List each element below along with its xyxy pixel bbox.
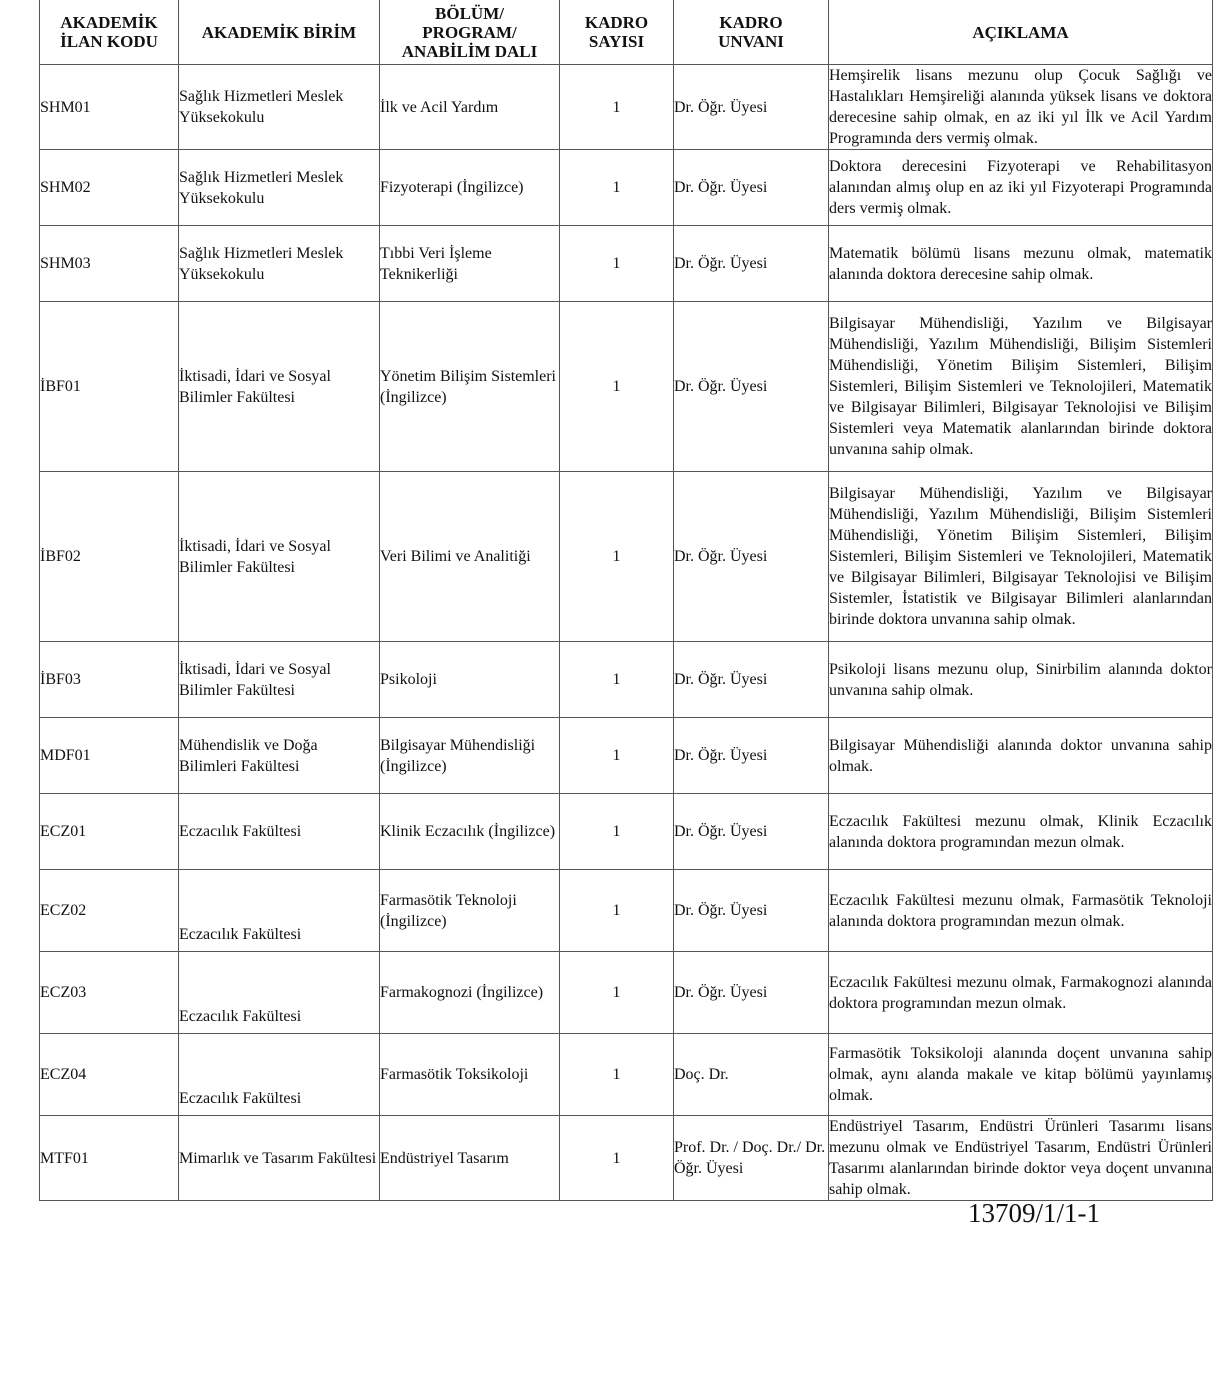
cell-kadro-sayisi: 1 [560, 718, 674, 794]
cell-ilan-kodu: MDF01 [40, 718, 179, 794]
cell-kadro-sayisi: 1 [560, 870, 674, 952]
cell-kadro-unvani: Dr. Öğr. Üyesi [674, 226, 829, 302]
cell-aciklama: Farmasötik Toksikoloji alanında doçent unvanına sahip olmak, aynı alanda makale ve kitap bölümü yayınlamış olmak. [829, 1034, 1213, 1116]
table-row [40, 718, 1213, 794]
cell-kadro-sayisi: 1 [560, 1116, 674, 1201]
table-row [40, 226, 1213, 302]
cell-bolum: Farmasötik Teknoloji (İngilizce) [380, 870, 560, 952]
cell-kadro-unvani: Dr. Öğr. Üyesi [674, 302, 829, 472]
cell-ilan-kodu: ECZ03 [40, 952, 179, 1034]
cell-kadro-unvani: Dr. Öğr. Üyesi [674, 642, 829, 718]
table-row [40, 302, 1213, 472]
cell-kadro-sayisi: 1 [560, 472, 674, 642]
cell-bolum: İlk ve Acil Yardım [380, 65, 560, 150]
cell-aciklama: Bilgisayar Mühendisliği, Yazılım ve Bilgisayar Mühendisliği, Yazılım Mühendisliği, Bilişim Sistemleri Mühendisliği, Yönetim Bilişim Sistemleri, Bilişim Sistemleri, Bilişim Sistemleri ve Teknolojileri, Matematik ve Bilgisayar Bilimleri, Bilgisayar Teknolojisi ve Bilişim Sistemleri veya Matematik alanlarından birinde doktora unvanına sahip olmak. [829, 302, 1213, 472]
table-row [40, 952, 1213, 1034]
cell-akademik-birim: Sağlık Hizmetleri Meslek Yüksekokulu [179, 150, 380, 226]
cell-akademik-birim: Mühendislik ve Doğa Bilimleri Fakültesi [179, 718, 380, 794]
cell-kadro-unvani: Dr. Öğr. Üyesi [674, 718, 829, 794]
cell-akademik-birim: Sağlık Hizmetleri Meslek Yüksekokulu [179, 65, 380, 150]
cell-akademik-birim: Eczacılık Fakültesi [179, 794, 380, 870]
cell-aciklama: Eczacılık Fakültesi mezunu olmak, Klinik Eczacılık alanında doktora programından mezun olmak. [829, 794, 1213, 870]
cell-kadro-unvani: Dr. Öğr. Üyesi [674, 472, 829, 642]
cell-bolum: Tıbbi Veri İşleme Teknikerliği [380, 226, 560, 302]
table-row [40, 642, 1213, 718]
cell-akademik-birim: İktisadi, İdari ve Sosyal Bilimler Fakültesi [179, 472, 380, 642]
table-header-row [40, 0, 1213, 65]
cell-kadro-unvani: Prof. Dr. / Doç. Dr./ Dr. Öğr. Üyesi [674, 1116, 829, 1201]
table-row [40, 472, 1213, 642]
header-bolum: BÖLÜM/ PROGRAM/ ANABİLİM DALI [380, 0, 560, 65]
cell-ilan-kodu: ECZ04 [40, 1034, 179, 1116]
cell-bolum: Farmakognozi (İngilizce) [380, 952, 560, 1034]
cell-akademik-birim: Eczacılık Fakültesi [179, 1034, 380, 1116]
cell-bolum: Yönetim Bilişim Sistemleri (İngilizce) [380, 302, 560, 472]
table-row [40, 150, 1213, 226]
cell-aciklama: Eczacılık Fakültesi mezunu olmak, Farmasötik Teknoloji alanında doktora programından mezun olmak. [829, 870, 1213, 952]
cell-kadro-sayisi: 1 [560, 150, 674, 226]
table-row [40, 870, 1213, 952]
cell-akademik-birim: Eczacılık Fakültesi [179, 870, 380, 952]
cell-bolum: Klinik Eczacılık (İngilizce) [380, 794, 560, 870]
cell-akademik-birim: Sağlık Hizmetleri Meslek Yüksekokulu [179, 226, 380, 302]
cell-kadro-unvani: Dr. Öğr. Üyesi [674, 952, 829, 1034]
header-akademik-birim: AKADEMİK BİRİM [179, 0, 380, 65]
cell-ilan-kodu: SHM02 [40, 150, 179, 226]
cell-aciklama: Bilgisayar Mühendisliği, Yazılım ve Bilgisayar Mühendisliği, Yazılım Mühendisliği, Bilişim Sistemleri Mühendisliği, Yönetim Bilişim Sistemleri, Bilişim Sistemleri, Bilişim Sistemleri ve Teknolojileri, Matematik ve Bilgisayar Bilimleri, Bilgisayar Teknolojisi ve Bilişim Sistemler, İstatistik ve Bilgisayar Bilimleri alanlarından birinde doktora unvanına sahip olmak. [829, 472, 1213, 642]
cell-aciklama: Endüstriyel Tasarım, Endüstri Ürünleri Tasarımı lisans mezunu olmak ve Endüstriyel Tasarım, Endüstri Ürünleri Tasarımı alanlarından birinde doktor veya doçent unvanına sahip olmak. [829, 1116, 1213, 1201]
header-aciklama: AÇIKLAMA [829, 0, 1213, 65]
table-row [40, 65, 1213, 150]
cell-ilan-kodu: MTF01 [40, 1116, 179, 1201]
cell-kadro-unvani: Dr. Öğr. Üyesi [674, 870, 829, 952]
cell-kadro-sayisi: 1 [560, 1034, 674, 1116]
header-ilan-kodu: AKADEMİK İLAN KODU [40, 0, 179, 65]
cell-kadro-unvani: Dr. Öğr. Üyesi [674, 794, 829, 870]
cell-bolum: Bilgisayar Mühendisliği (İngilizce) [380, 718, 560, 794]
cell-kadro-sayisi: 1 [560, 65, 674, 150]
cell-kadro-sayisi: 1 [560, 952, 674, 1034]
cell-aciklama: Matematik bölümü lisans mezunu olmak, matematik alanında doktora derecesine sahip olmak. [829, 226, 1213, 302]
academic-positions-table [39, 0, 1213, 1201]
cell-bolum: Fizyoterapi (İngilizce) [380, 150, 560, 226]
cell-ilan-kodu: ECZ01 [40, 794, 179, 870]
cell-kadro-sayisi: 1 [560, 642, 674, 718]
cell-ilan-kodu: SHM03 [40, 226, 179, 302]
cell-ilan-kodu: İBF02 [40, 472, 179, 642]
cell-akademik-birim: Eczacılık Fakültesi [179, 952, 380, 1034]
header-kadro-unvani: KADRO UNVANI [674, 0, 829, 65]
cell-akademik-birim: İktisadi, İdari ve Sosyal Bilimler Fakültesi [179, 302, 380, 472]
table-row [40, 1034, 1213, 1116]
cell-bolum: Veri Bilimi ve Analitiği [380, 472, 560, 642]
cell-ilan-kodu: İBF01 [40, 302, 179, 472]
cell-akademik-birim: İktisadi, İdari ve Sosyal Bilimler Fakültesi [179, 642, 380, 718]
cell-bolum: Farmasötik Toksikoloji [380, 1034, 560, 1116]
cell-ilan-kodu: ECZ02 [40, 870, 179, 952]
cell-bolum: Psikoloji [380, 642, 560, 718]
cell-kadro-sayisi: 1 [560, 302, 674, 472]
table-row [40, 794, 1213, 870]
cell-kadro-sayisi: 1 [560, 794, 674, 870]
cell-kadro-unvani: Dr. Öğr. Üyesi [674, 65, 829, 150]
cell-aciklama: Hemşirelik lisans mezunu olup Çocuk Sağlığı ve Hastalıkları Hemşireliği alanında yüksek lisans ve doktora derecesine sahip olmak, en az iki yıl İlk ve Acil Yardım Programında ders vermiş olmak. [829, 65, 1213, 150]
document-reference-code: 13709/1/1-1 [968, 1198, 1100, 1228]
cell-aciklama: Doktora derecesini Fizyoterapi ve Rehabilitasyon alanından almış olup en az iki yıl Fizyoterapi Programında ders vermiş olmak. [829, 150, 1213, 226]
cell-aciklama: Eczacılık Fakültesi mezunu olmak, Farmakognozi alanında doktora programından mezun olmak. [829, 952, 1213, 1034]
cell-kadro-unvani: Doç. Dr. [674, 1034, 829, 1116]
cell-ilan-kodu: SHM01 [40, 65, 179, 150]
cell-aciklama: Bilgisayar Mühendisliği alanında doktor unvanına sahip olmak. [829, 718, 1213, 794]
cell-kadro-sayisi: 1 [560, 226, 674, 302]
cell-bolum: Endüstriyel Tasarım [380, 1116, 560, 1201]
header-kadro-sayisi: KADRO SAYISI [560, 0, 674, 65]
cell-kadro-unvani: Dr. Öğr. Üyesi [674, 150, 829, 226]
cell-ilan-kodu: İBF03 [40, 642, 179, 718]
cell-akademik-birim: Mimarlık ve Tasarım Fakültesi [179, 1116, 380, 1201]
table-row [40, 1116, 1213, 1201]
cell-aciklama: Psikoloji lisans mezunu olup, Sinirbilim alanında doktor unvanına sahip olmak. [829, 642, 1213, 718]
